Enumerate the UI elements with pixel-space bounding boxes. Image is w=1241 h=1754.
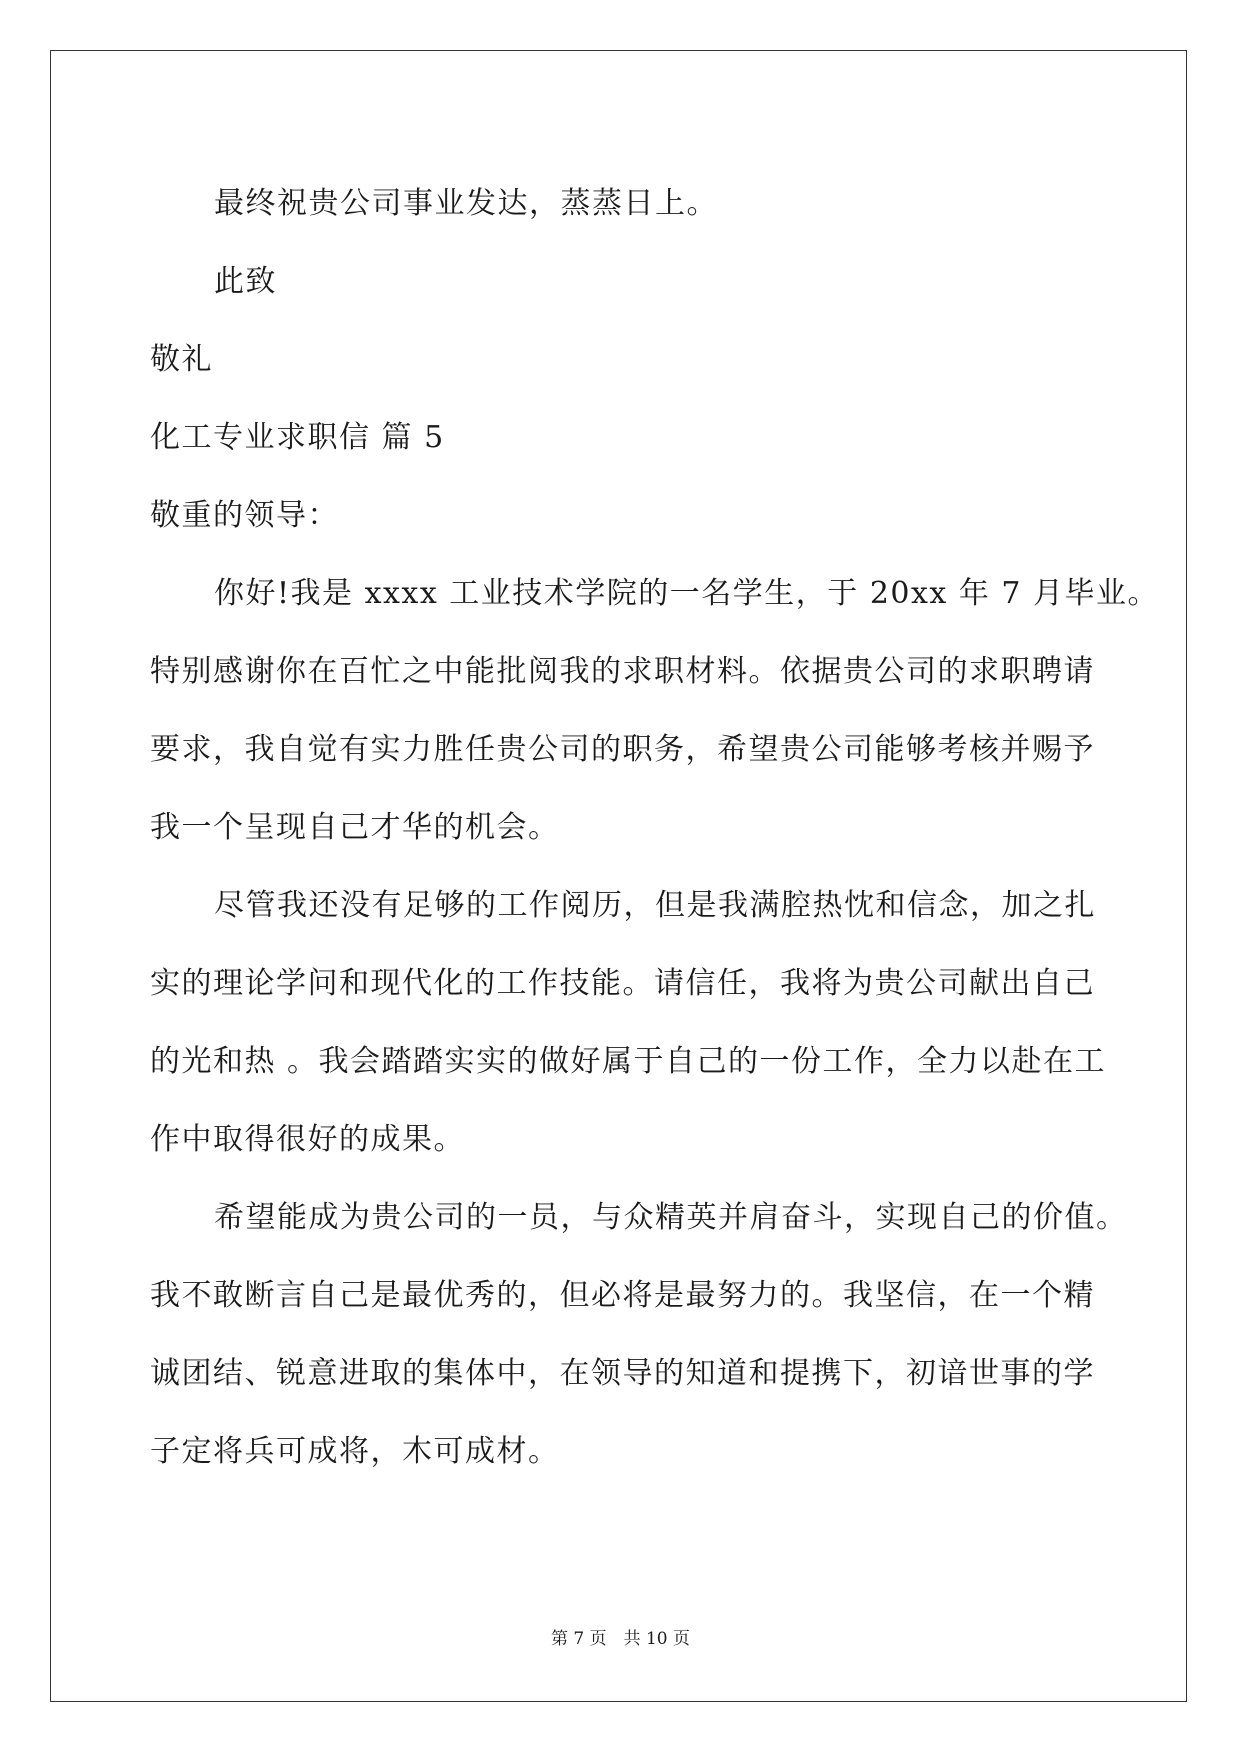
text-line: 敬礼: [150, 342, 213, 377]
text-line: 最终祝贵公司事业发达，蒸蒸日上。: [214, 186, 718, 221]
page-number: 第 7 页 共 10 页: [550, 1629, 691, 1649]
text-line: 实的理论学问和现代化的工作技能。请信任，我将为贵公司献出自己: [150, 966, 1095, 1001]
text-line: 要求，我自觉有实力胜任贵公司的职务，希望贵公司能够考核并赐予: [150, 732, 1095, 767]
text-line: 我不敢断言自己是最优秀的，但必将是最努力的。我坚信，在一个精: [150, 1278, 1095, 1313]
document-body: [150, 165, 1160, 1491]
text-line: 此致: [214, 264, 277, 299]
text-line: 你好!我是 xxxx 工业技术学院的一名学生，于 20xx 年 7 月毕业。: [214, 576, 1160, 611]
text-line: 希望能成为贵公司的一员，与众精英并肩奋斗，实现自己的价值。: [214, 1200, 1128, 1235]
text-line: 我一个呈现自己才华的机会。: [150, 810, 560, 845]
text-line: 尽管我还没有足够的工作阅历，但是我满腔热忱和信念，加之扎: [214, 888, 1096, 923]
section-heading: 化工专业求职信 篇 5: [150, 420, 445, 455]
text-line: 的光和热 。我会踏踏实实的做好属于自己的一份工作，全力以赴在工: [150, 1044, 1107, 1079]
text-line: 特别感谢你在百忙之中能批阅我的求职材料。依据贵公司的求职聘请: [150, 654, 1095, 689]
salutation: 敬重的领导：: [150, 498, 339, 533]
text-line: 作中取得很好的成果。: [150, 1122, 465, 1157]
text-line: 诚团结、锐意进取的集体中，在领导的知道和提携下，初谙世事的学: [150, 1356, 1095, 1391]
text-line: 子定将兵可成将，木可成材。: [150, 1434, 560, 1469]
